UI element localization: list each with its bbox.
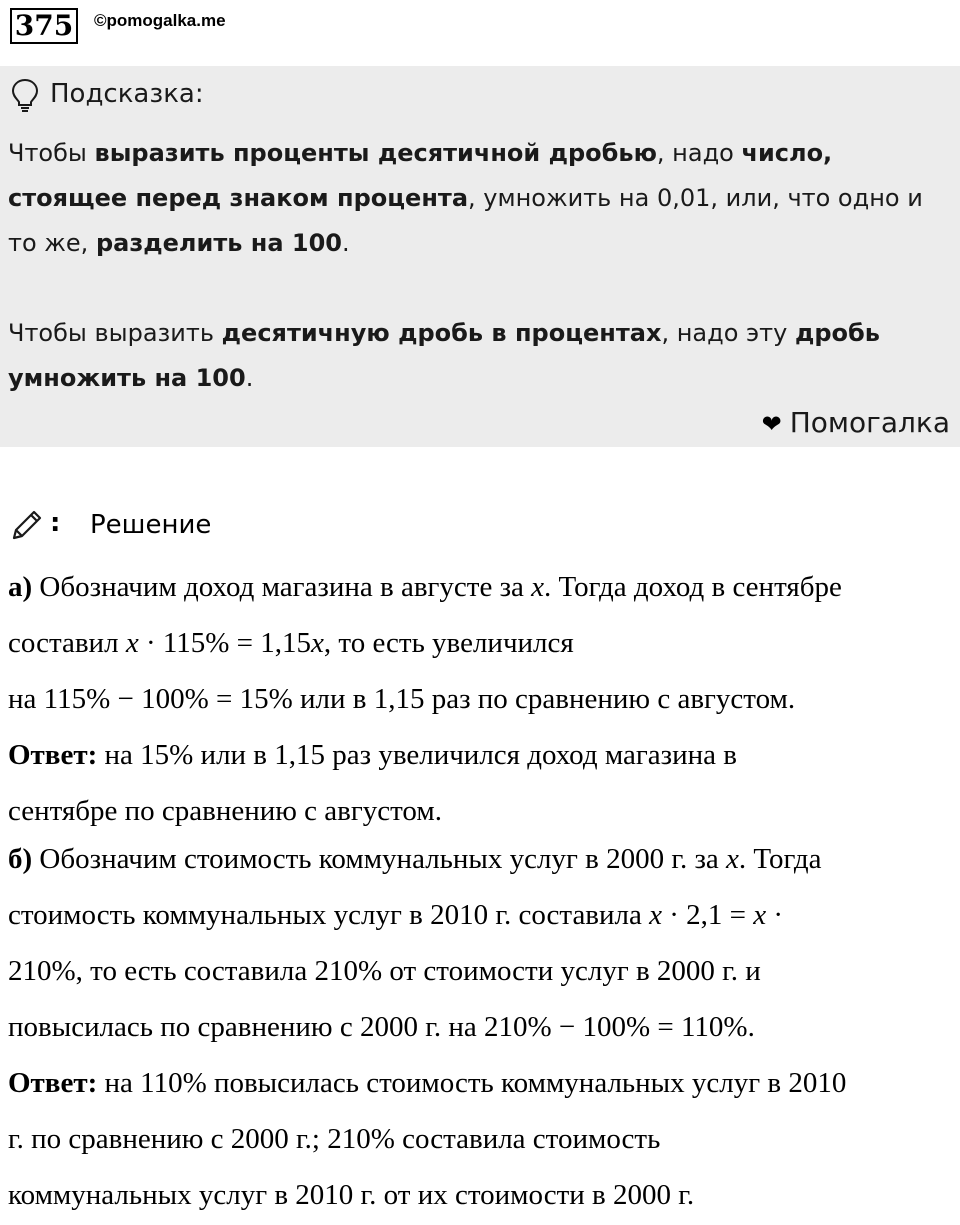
heart-icon: ❤: [761, 410, 782, 438]
hint-title-text: Подсказка:: [50, 79, 204, 109]
lightbulb-icon: [10, 78, 40, 112]
problem-number: 375: [10, 8, 78, 44]
hint-box: [0, 66, 960, 447]
hint-paragraph-1: Чтобы выразить проценты десятичной дробью, надо число, стоящее перед знаком процента, умножить на 0,01, или, что одно и то же, разделить на 100.: [8, 139, 923, 257]
pencil-icon: [10, 508, 44, 542]
solution-line: на 115% − 100% = 15% или в 1,15 раз по сравнению с августом.: [8, 683, 796, 715]
brand-name: Помогалка: [789, 406, 950, 439]
answer-line: Ответ: на 15% или в 1,15 раз увеличился доход магазина в: [8, 739, 737, 771]
solution-line: составил x · 115% = 1,15x, то есть увеличился: [8, 627, 574, 659]
brand: [762, 406, 950, 439]
solution-line: а) Обозначим доход магазина в августе за x. Тогда доход в сентябре: [8, 571, 842, 603]
site-watermark: ©pomogalka.me: [94, 11, 226, 30]
solution-line: повысилась по сравнению с 2000 г. на 210% − 100% = 110%.: [8, 1011, 755, 1043]
solution-line: стоимость коммунальных услуг в 2010 г. составила x · 2,1 = x ·: [8, 899, 784, 931]
solution-line: б) Обозначим стоимость коммунальных услуг в 2000 г. за x. Тогда: [8, 843, 822, 875]
solution-part-a: [8, 559, 958, 839]
answer-line: Ответ: на 110% повысилась стоимость коммунальных услуг в 2010: [8, 1067, 847, 1099]
answer-line: г. по сравнению с 2000 г.; 210% составила стоимость: [8, 1123, 661, 1155]
solution-part-b: [8, 831, 958, 1223]
answer-line: коммунальных услуг в 2010 г. от их стоимости в 2000 г.: [8, 1179, 695, 1211]
solution-title-text: Решение: [90, 510, 212, 540]
hint-paragraph-2: Чтобы выразить десятичную дробь в процентах, надо эту дробь умножить на 100.: [8, 319, 880, 392]
answer-line: сентябре по сравнению с августом.: [8, 795, 442, 827]
solution-line: 210%, то есть составила 210% от стоимости услуг в 2000 г. и: [8, 955, 761, 987]
